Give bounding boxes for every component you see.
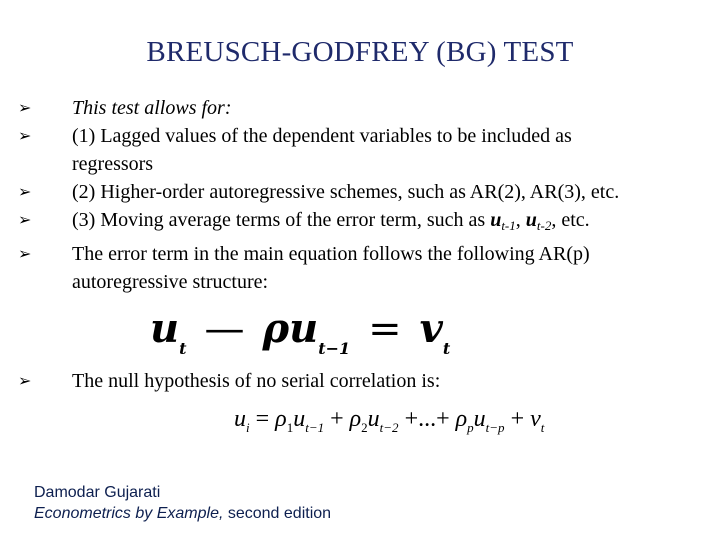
arrow-bullet-icon: ➢ (18, 371, 32, 390)
eq1-minus: — (204, 306, 245, 352)
footer-edition: second edition (223, 505, 332, 522)
eq2-plus2: +...+ (398, 406, 456, 432)
eq2-u1: u (293, 406, 306, 432)
slide-footer (34, 482, 331, 524)
arrow-bullet-icon: ➢ (18, 244, 32, 263)
eq1-lagged-subscript: t−1 (318, 339, 351, 358)
eq2-equals: = (249, 406, 276, 432)
term-u-t1-subscript: t-1 (501, 218, 516, 233)
eq1-rho: ρ (262, 305, 290, 352)
bullet-lagged-values (14, 122, 704, 178)
eq2-u2-subscript: t−2 (379, 420, 399, 435)
eq2-v: v (530, 406, 541, 432)
term-u-t2-subscript: t-2 (536, 218, 552, 233)
eq1-rhs-subscript: t (442, 339, 451, 358)
slide-title: BREUSCH-GODFREY (BG) TEST (146, 36, 574, 68)
eq2-plus3: + (504, 406, 531, 432)
eq1-equals: = (368, 306, 402, 352)
bullet-null-hypothesis-text: The null hypothesis of no serial correlation is: (72, 370, 441, 392)
eq2-u1-subscript: t−1 (305, 420, 325, 435)
eq2-up-subscript: t−p (485, 420, 505, 435)
eq2-v-subscript: t (540, 420, 545, 435)
bullet-error-structure-line1: The error term in the main equation follows the following AR(p) (72, 243, 590, 265)
term-u-t1: u (490, 209, 502, 231)
eq2-u: u (234, 406, 246, 432)
bullet-error-structure-line2: autoregressive structure: (72, 271, 269, 293)
bullet-moving-average (14, 206, 704, 240)
eq1-lhs-subscript: t (179, 339, 187, 358)
bullet-higher-order (14, 178, 704, 206)
eq2-u2: u (367, 406, 380, 432)
bullet-intro-text: This test allows for: (72, 97, 232, 119)
footer-book-title: Econometrics by Example, (34, 505, 224, 522)
bullet-higher-order-text: (2) Higher-order autoregressive schemes, such as AR(2), AR(3), etc. (72, 181, 620, 203)
eq2-rho1-subscript: 1 (286, 420, 294, 435)
footer-citation (34, 503, 331, 524)
bullet-moving-average-suffix: , etc. (551, 209, 590, 231)
eq2-rhop: ρ (455, 406, 468, 432)
bullet-error-structure (14, 240, 704, 296)
bullet-list (14, 94, 704, 296)
ar1-equation (150, 305, 451, 358)
bullet-lagged-values-line2: regressors (72, 153, 154, 175)
arrow-bullet-icon: ➢ (18, 210, 32, 229)
eq1-lhs-var: u (150, 305, 180, 352)
eq2-plus1: + (324, 406, 350, 432)
arrow-bullet-icon: ➢ (18, 126, 32, 145)
eq1-lagged-var: u (289, 305, 319, 352)
arrow-bullet-icon: ➢ (18, 98, 32, 117)
footer-author: Damodar Gujarati (34, 484, 161, 501)
bullet-lagged-values-line1: (1) Lagged values of the dependent variables to be included as (72, 125, 572, 147)
eq2-rho1: ρ (275, 406, 287, 432)
arp-equation (234, 404, 544, 443)
eq2-rho2: ρ (349, 406, 362, 432)
term-separator: , (515, 209, 526, 231)
eq1-rhs-var: v (419, 305, 443, 352)
eq2-rhop-subscript: p (467, 420, 474, 435)
eq2-rho2-subscript: 2 (361, 420, 368, 435)
term-u-t2: u (525, 209, 537, 231)
bullet-moving-average-prefix: (3) Moving average terms of the error term, such as (72, 209, 491, 231)
bullet-null-hypothesis (14, 367, 720, 395)
arrow-bullet-icon: ➢ (18, 182, 32, 201)
bullet-intro (14, 94, 704, 122)
eq2-u-subscript: i (246, 420, 250, 435)
eq2-up: u (473, 406, 486, 432)
